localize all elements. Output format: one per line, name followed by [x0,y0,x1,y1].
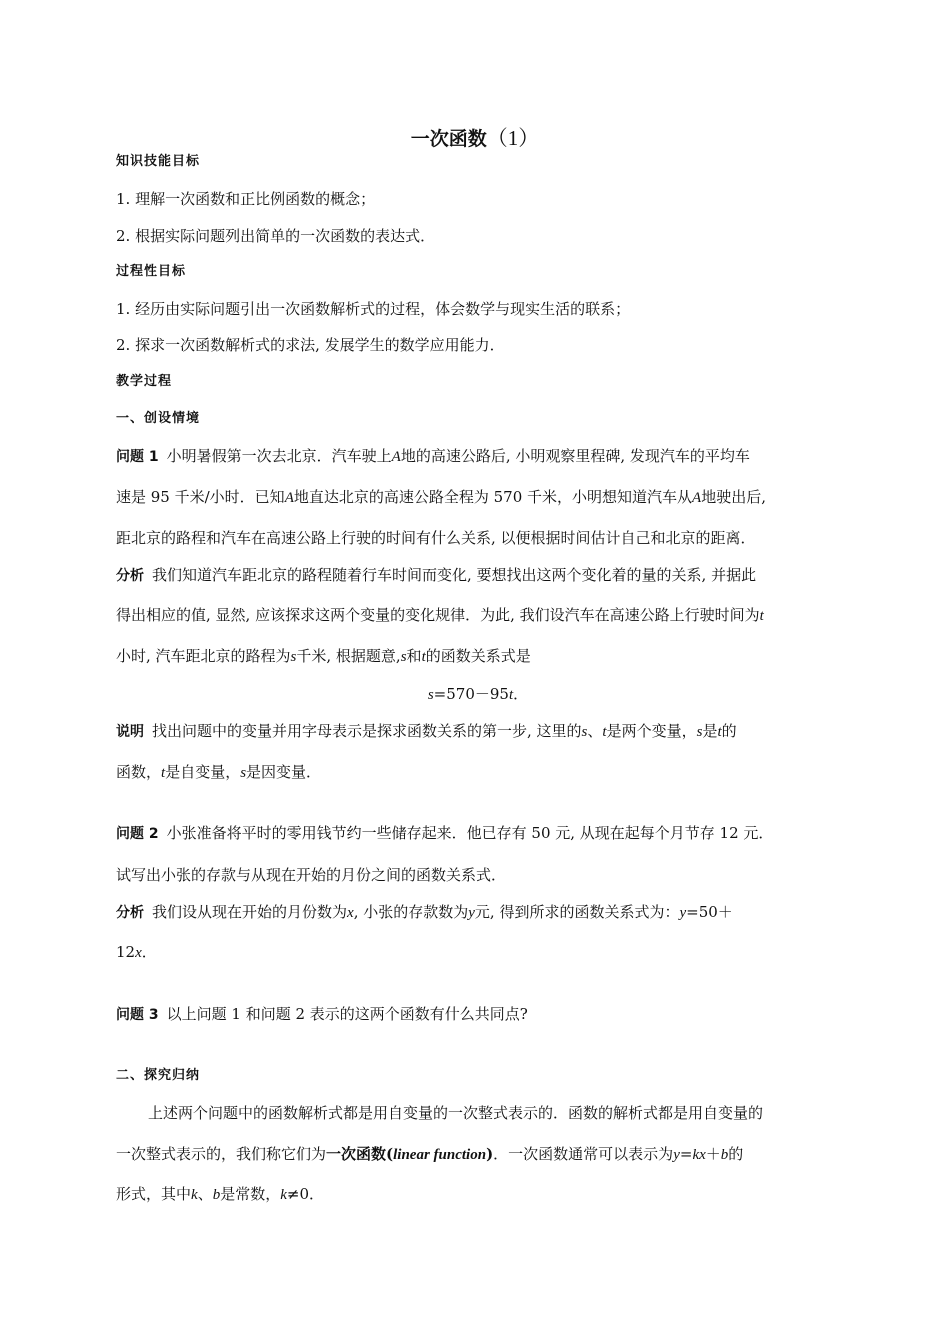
title-number: （1） [486,126,540,150]
a1-label: 分析 [116,568,144,584]
q3-line-1: 问题 3 以上问题 1 和问题 2 表示的这两个函数有什么共同点? [116,1005,528,1023]
q1-line-2: 速是 95 千米/小时．已知A地直达北京的高速公路全程为 570 千米，小明想知道汽车从A地驶出后, [116,488,766,506]
p2-line-3: 形式，其中k、b是常数，k≠0． [116,1185,325,1203]
p2-line-1: 上述两个问题中的函数解析式都是用自变量的一次整式表示的．函数的解析式都是用自变量的 [148,1104,764,1122]
page-title: 一次函数（1） [410,126,540,150]
note-line-2: 函数，t是自变量，s是因变量． [116,763,322,781]
knowledge-item-2: 2. 根据实际问题列出简单的一次函数的表达式． [116,227,436,245]
knowledge-item-1: 1. 理解一次函数和正比例函数的概念； [116,190,376,208]
heading-process: 过程性目标 [116,264,187,279]
q2-line-2: 试写出小张的存款与从现在开始的月份之间的函数关系式． [116,866,507,884]
note-line-1: 说明 找出问题中的变量并用字母表示是探求函数关系的第一步, 这里的s、t是两个变量，s是t的 [116,722,737,740]
a2-line-2: 12x． [116,943,157,961]
q1-line-3: 距北京的路程和汽车在高速公路上行驶的时间有什么关系, 以便根据时间估计自己和北京的距离． [116,529,756,547]
a1-line-2: 得出相应的值, 显然, 应该探求这两个变量的变化规律．为此, 我们设汽车在高速公路上行驶时间为t [116,606,764,624]
term-linear-function: 一次函数(linear function) [326,1145,494,1163]
q3-label: 问题 3 [116,1007,159,1023]
heading-part-1: 一、创设情境 [116,411,201,426]
a2-label: 分析 [116,905,144,921]
q1-label: 问题 1 [116,449,159,465]
p2-line-2: 一次整式表示的，我们称它们为一次函数(linear function)．一次函数通常可以表示为y=kx＋b的 [116,1145,744,1163]
a2-line-1: 分析 我们设从现在开始的月份数为x, 小张的存款数为y元, 得到所求的函数关系式为：y=50＋ [116,903,733,921]
a1-line-3: 小时, 汽车距北京的路程为s千米, 根据题意,s和t的函数关系式是 [116,647,531,665]
process-item-1: 1. 经历由实际问题引出一次函数解析式的过程，体会数学与现实生活的联系； [116,300,631,318]
heading-knowledge: 知识技能目标 [116,154,201,169]
process-item-2: 2. 探求一次函数解析式的求法, 发展学生的数学应用能力． [116,336,505,354]
a1-formula: s=570－95t． [427,685,529,703]
q1-line-1: 问题 1 小明暑假第一次去北京．汽车驶上A地的高速公路后, 小明观察里程碑, 发现汽车的平均车 [116,447,750,465]
q2-line-1: 问题 2 小张准备将平时的零用钱节约一些储存起来．他已存有 50 元, 从现在起每个月节存 12 元． [116,824,774,842]
heading-part-2: 二、探究归纳 [116,1068,201,1083]
a1-line-1: 分析 我们知道汽车距北京的路程随着行车时间而变化, 要想找出这两个变化着的量的关系, 并据此 [116,566,757,584]
note-label: 说明 [116,724,144,740]
q2-label: 问题 2 [116,826,159,842]
heading-teaching: 教学过程 [116,374,173,389]
